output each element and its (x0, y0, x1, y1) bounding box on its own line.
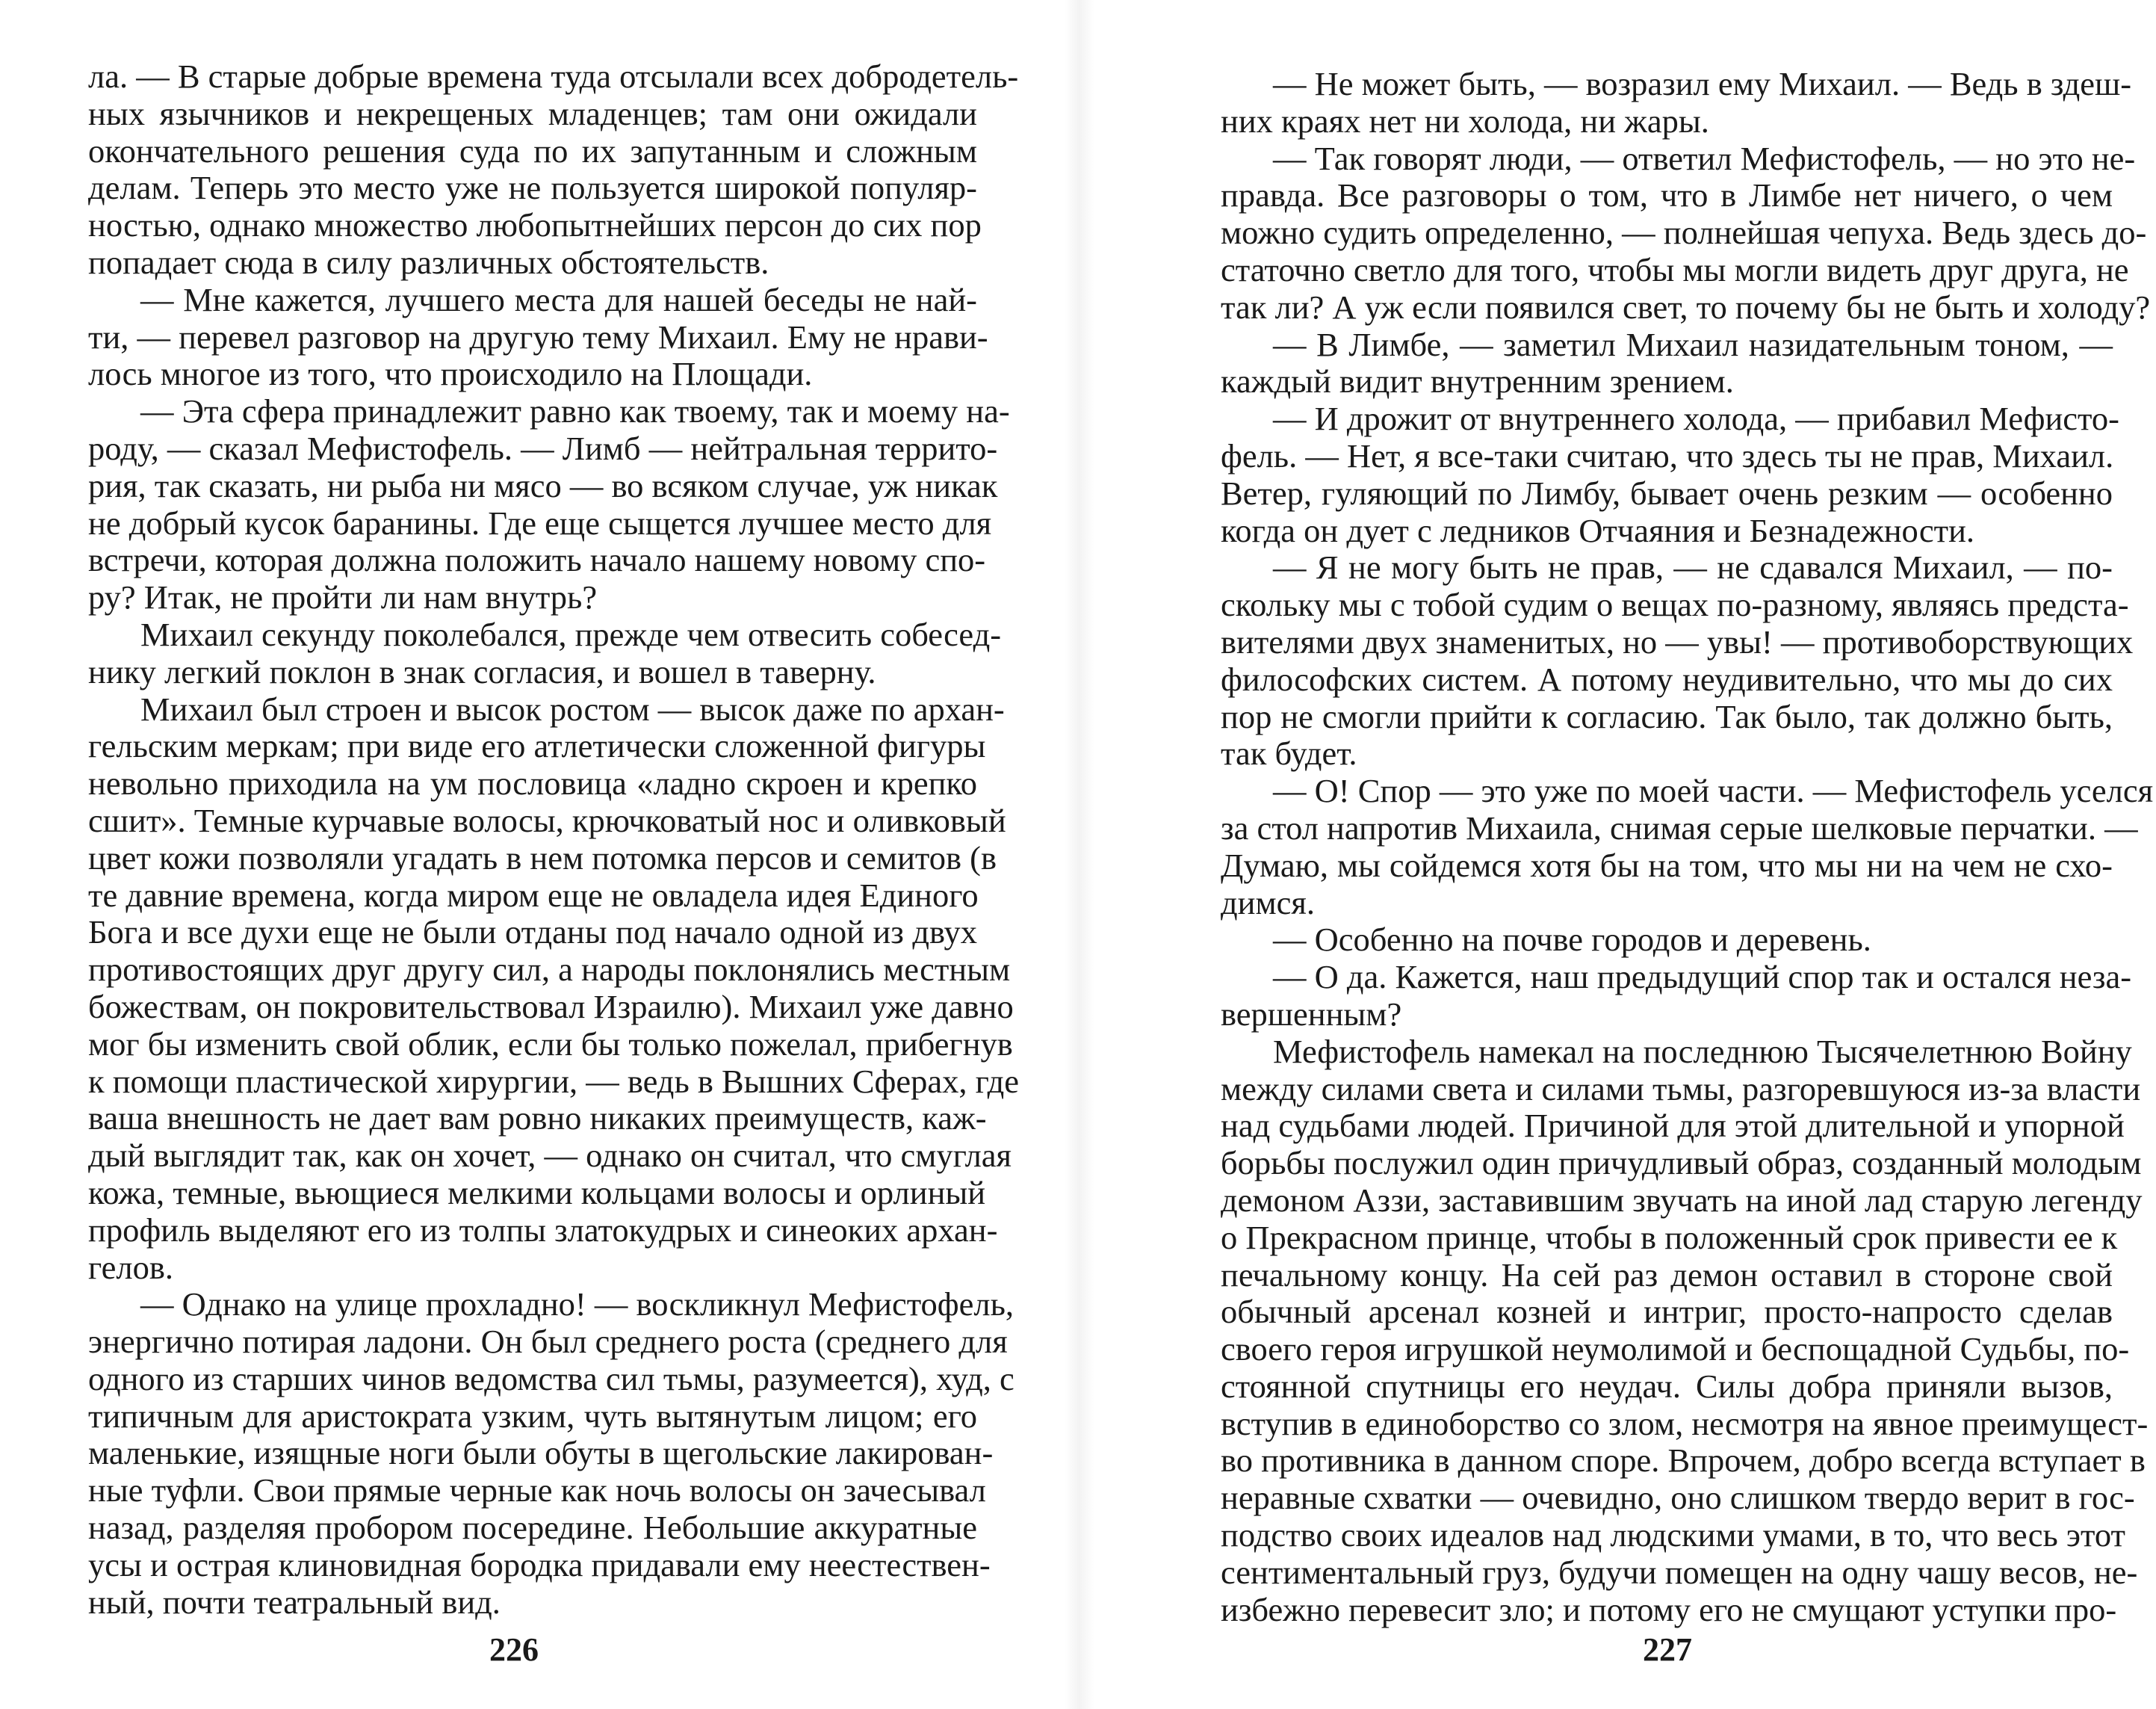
text-line: Бога и все духи еще не были отданы под начало одной из двух (88, 913, 977, 951)
text-line: Михаил был строен и высок ростом — высок даже по архан- (140, 690, 1005, 728)
text-line: ру? Итак, не пройти ли нам внутрь? (88, 578, 598, 616)
text-line: невольно приходила на ум пословица «ладно скроен и крепко (88, 764, 977, 803)
text-line: лось многое из того, что происходило на Площади. (88, 355, 813, 393)
text-line: ваша внешность не дает вам ровно никаких преимуществ, каж- (88, 1099, 987, 1137)
text-line: усы и острая клиновидная бородка придавали ему неестествен- (88, 1545, 991, 1583)
text-line: о Прекрасном принце, чтобы в положенный срок привести ее к (1221, 1218, 2118, 1256)
text-line: одного из старших чинов ведомства сил тьмы, разумеется), худ, с (88, 1359, 1015, 1397)
text-line: ти, — перевел разговор на другую тему Михаил. Ему не нрави- (88, 318, 988, 356)
text-line: ных язычников и некрещеных младенцев; там они ожидали (88, 94, 977, 132)
text-line: попадает сюда в силу различных обстоятельств. (88, 243, 769, 281)
text-line: стоянной спутницы его неудач. Силы добра приняли вызов, (1221, 1367, 2113, 1405)
text-line: так будет. (1221, 735, 1357, 773)
text-line: окончательного решения суда по их запутанным и сложным (88, 132, 977, 170)
right-page-number: 227 (1643, 1631, 1692, 1668)
text-line: противостоящих друг другу сил, а народы поклонялись местным (88, 951, 1011, 989)
text-line: встречи, которая должна положить начало нашему новому спо- (88, 541, 986, 579)
text-line: — О! Спор — это уже по моей части. — Мефистофель уселся (1273, 772, 2154, 810)
text-line: — Я не могу быть не прав, — не сдавался Михаил, — по- (1273, 548, 2113, 587)
text-line: не добрый кусок баранины. Где еще сыщется лучшее место для (88, 504, 992, 542)
text-line: гелов. (88, 1248, 174, 1286)
text-line: своего героя игрушкой неумолимой и беспощадной Судьбы, по- (1221, 1330, 2130, 1368)
text-line: профиль выделяют его из толпы златокудрых и синеоких архан- (88, 1211, 998, 1249)
text-line: вступив в единоборство со злом, несмотря на явное преимущест- (1221, 1404, 2149, 1442)
text-line: пор не смогли прийти к согласию. Так было, так должно быть, (1221, 697, 2113, 735)
text-line: — Эта сфера принадлежит равно как твоему, так и моему на- (140, 392, 1010, 430)
text-line: Мефистофель намекал на последнюю Тысячелетнюю Войну (1273, 1032, 2132, 1070)
text-line: — Мне кажется, лучшего места для нашей беседы не най- (140, 280, 977, 318)
left-page-number: 226 (489, 1631, 539, 1668)
text-line: роду, — сказал Мефистофель. — Лимб — нейтральная террито- (88, 429, 998, 467)
text-line: мог бы изменить свой облик, если бы только пожелал, прибегнув (88, 1025, 1013, 1063)
text-line: цвет кожи позволяли угадать в нем потомка персов и семитов (в (88, 838, 997, 877)
text-line: дый выглядит так, как он хочет, — однако он считал, что смуглая (88, 1137, 1012, 1175)
text-line: божествам, он покровительствовал Израилю). Михаил уже давно (88, 987, 1014, 1025)
text-line: философских систем. А потому неудивительно, что мы до сих (1221, 660, 2113, 698)
text-line: гельским меркам; при виде его атлетически сложенной фигуры (88, 727, 986, 765)
text-line: сшит». Темные курчавые волосы, крючковатый нос и оливковый (88, 801, 1006, 839)
text-line: типичным для аристократа узким, чуть вытянутым лицом; его (88, 1397, 977, 1435)
text-line: за стол напротив Михаила, снимая серые шелковые перчатки. — (1221, 809, 2138, 847)
text-line: каждый видит внутренним зрением. (1221, 362, 1734, 401)
left-page-text (88, 58, 1020, 1621)
text-line: над судьбами людей. Причиной для этой длительной и упорной (1221, 1107, 2125, 1145)
text-line: сентиментальный груз, будучи помещен на одну чашу весов, не- (1221, 1553, 2138, 1591)
text-line: них краях нет ни холода, ни жары. (1221, 102, 1709, 140)
text-line: к помощи пластической хирургии, — ведь в Вышних Сферах, где (88, 1062, 1020, 1100)
text-line: так ли? А уж если появился свет, то почему бы не быть и холоду? (1221, 288, 2151, 326)
text-line: фель. — Нет, я все-таки считаю, что здесь ты не прав, Михаил. (1221, 436, 2114, 475)
text-line: энергично потирая ладони. Он был среднего роста (среднего для (88, 1323, 1008, 1361)
text-line: нику легкий поклон в знак согласия, и вошел в таверну. (88, 652, 876, 690)
text-line: рия, так сказать, ни рыба ни мясо — во всяком случае, уж никак (88, 466, 998, 504)
text-line: те давние времена, когда миром еще не овладела идея Единого (88, 876, 979, 914)
text-line: когда он дует с ледников Отчаяния и Безнадежности. (1221, 511, 1975, 549)
text-line: демоном Аззи, заставившим звучать на иной лад старую легенду (1221, 1181, 2143, 1219)
text-line: подство своих идеалов над людскими умами, в то, что весь этот (1221, 1516, 2125, 1554)
text-line: избежно перевесит зло; и потому его не смущают уступки про- (1221, 1590, 2117, 1628)
text-line: маленькие, изящные ноги были обуты в щегольские лакирован- (88, 1434, 994, 1472)
right-page-text (1221, 65, 2154, 1628)
text-line: Думаю, мы сойдемся хотя бы на том, что мы ни на чем не схо- (1221, 846, 2113, 884)
text-line: Михаил секунду поколебался, прежде чем отвесить собесед- (140, 615, 1002, 653)
text-line: между силами света и силами тьмы, разгоревшуюся из-за власти (1221, 1069, 2141, 1107)
text-line: делам. Теперь это место уже не пользуется широкой популяр- (88, 169, 977, 207)
text-line: — Так говорят люди, — ответил Мефистофель, — но это не- (1273, 139, 2136, 177)
right-page (1078, 0, 2156, 1709)
text-line: правда. Все разговоры о том, что в Лимбе нет ничего, о чем (1221, 176, 2113, 214)
text-line: — О да. Кажется, наш предыдущий спор так и остался неза- (1273, 958, 2132, 996)
text-line: — И дрожит от внутреннего холода, — прибавил Мефисто- (1273, 400, 2119, 438)
text-line: кожа, темные, вьющиеся мелкими кольцами волосы и орлиный (88, 1173, 986, 1211)
text-line: — Не может быть, — возразил ему Михаил. — Ведь в здеш- (1273, 65, 2132, 102)
text-line: димся. (1221, 883, 1315, 921)
text-line: во противника в данном споре. Впрочем, добро всегда вступает в (1221, 1441, 2146, 1480)
text-line: статочно светло для того, чтобы мы могли видеть друг друга, не (1221, 250, 2129, 288)
text-line: ные туфли. Свои прямые черные как ночь волосы он зачесывал (88, 1471, 986, 1509)
text-line: — В Лимбе, — заметил Михаил назидательным тоном, — (1273, 325, 2113, 363)
text-line: вителями двух знаменитых, но — увы! — противоборствующих (1221, 622, 2134, 661)
text-line: вершенным? (1221, 995, 1402, 1033)
text-line: можно судить определенно, — полнейшая чепуха. Ведь здесь до- (1221, 214, 2147, 252)
text-line: ла. — В старые добрые времена туда отсылали всех добродетель- (88, 58, 1019, 95)
text-line: — Однако на улице прохладно! — воскликнул Мефистофель, (140, 1285, 1015, 1323)
text-line: скольку мы с тобой судим о вещах по-разному, являясь предста- (1221, 586, 2129, 624)
text-line: печальному концу. На сей раз демон оставил в стороне свой (1221, 1255, 2113, 1294)
text-line: назад, разделяя пробором посередине. Небольшие аккуратные (88, 1509, 977, 1547)
text-line: — Особенно на почве городов и деревень. (1273, 921, 1871, 959)
text-line: ный, почти театральный вид. (88, 1583, 501, 1621)
text-line: Ветер, гуляющий по Лимбу, бывает очень резким — особенно (1221, 474, 2113, 512)
text-line: обычный арсенал козней и интриг, просто-напросто сделав (1221, 1293, 2113, 1331)
text-line: ностью, однако множество любопытнейших персон до сих пор (88, 206, 982, 244)
text-line: борьбы послужил один причудливый образ, созданный молодым (1221, 1144, 2142, 1182)
text-line: неравные схватки — очевидно, оно слишком твердо верит в гос- (1221, 1479, 2135, 1517)
